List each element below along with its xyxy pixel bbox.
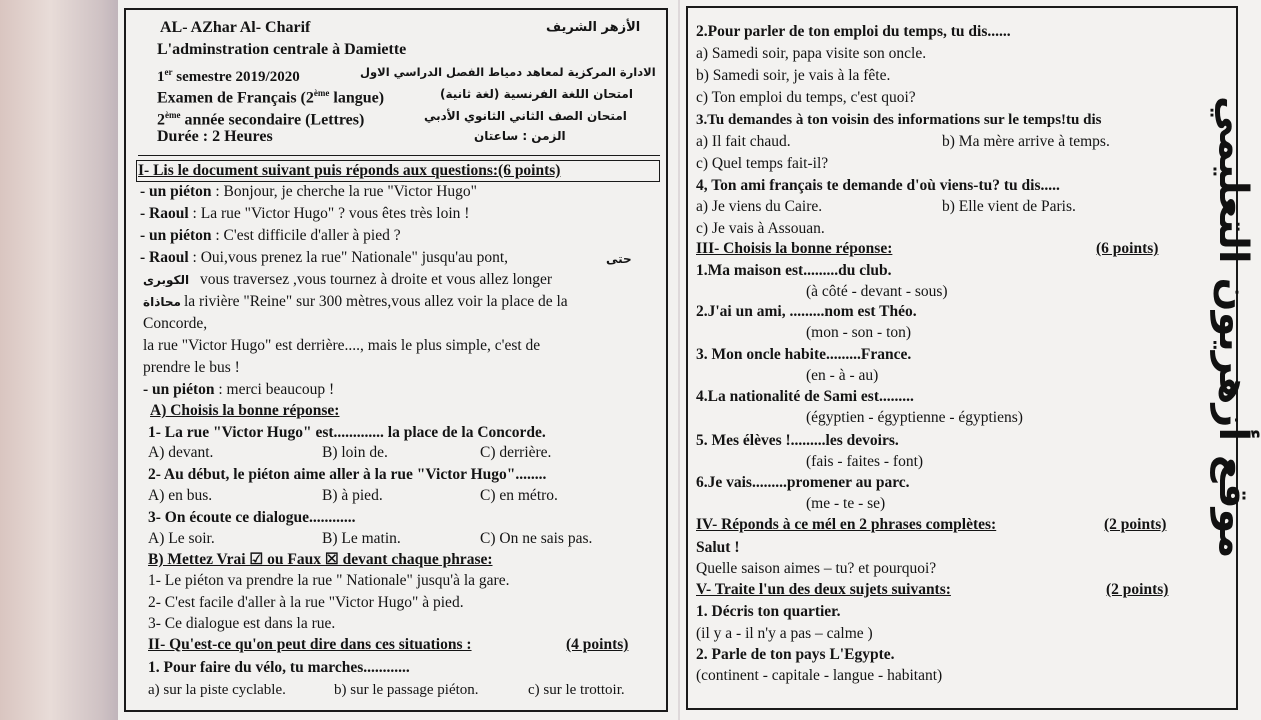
email-greeting: Salut ! <box>696 539 740 556</box>
s3-question-3: 3. Mon oncle habite.........France. <box>696 346 912 363</box>
duration-ar: الزمن : ساعتان <box>474 129 566 143</box>
q3-option-b: B) Le matin. <box>322 530 401 547</box>
s2-q1-option-a: a) sur la piste cyclable. <box>148 682 286 698</box>
s2-question-3: 3.Tu demandes à ton voisin des informations sur le temps!tu dis <box>696 112 1102 128</box>
dialogue-line-7: Concorde, <box>143 315 208 332</box>
s2-q3-option-a: a) Il fait chaud. <box>696 133 791 150</box>
s3-question-2: 2.J'ai un ami, .........nom est Théo. <box>696 303 917 320</box>
q2-option-a: A) en bus. <box>148 487 213 504</box>
subject-1-hint: (il y a - il n'y a pas – calme ) <box>696 625 873 642</box>
q2-option-c: C) en métro. <box>480 487 558 504</box>
section-3-points: (6 points) <box>1096 240 1159 257</box>
email-question: Quelle saison aimes – tu? et pourquoi? <box>696 560 937 577</box>
header-divider <box>138 155 660 156</box>
part-b-item-1: 1- Le piéton va prendre la rue " Nationale" jusqu'à la gare. <box>148 572 510 589</box>
q2-option-b: B) à pied. <box>322 487 383 504</box>
part-b-title: B) Mettez Vrai ☑ ou Faux ☒ devant chaque phrase: <box>148 551 493 568</box>
dialogue-line-1: - un piéton : Bonjour, je cherche la rue "Victor Hugo" <box>140 183 477 200</box>
gloss-3: محاذاة <box>143 295 181 309</box>
s3-q4-options: (égyptien - égyptienne - égyptiens) <box>806 409 1023 426</box>
dialogue-line-2: - Raoul : La rue "Victor Hugo" ? vous êtes très loin ! <box>140 205 470 222</box>
section-3-title: III- Choisis la bonne réponse: <box>696 240 893 257</box>
dialogue-line-6: la rivière "Reine" sur 300 mètres,vous allez voir la place de la <box>184 293 568 310</box>
s2-q3-option-b: b) Ma mère arrive à temps. <box>942 133 1110 150</box>
school-name-fr: AL- AZhar Al- Charif <box>160 19 311 36</box>
exam-title-ar: امتحان اللغة الفرنسية (لغة ثانية) <box>440 87 633 101</box>
section-1-title: I- Lis le document suivant puis réponds aux questions:(6 points) <box>138 162 561 179</box>
gloss-1: حتى <box>606 252 632 266</box>
s2-question-4: 4, Ton ami français te demande d'où viens-tu? tu dis..... <box>696 177 1060 194</box>
q1-option-c: C) derrière. <box>480 444 552 461</box>
watermark-text: موقع أزهريون التعليمي <box>1210 96 1256 559</box>
part-b-item-2: 2- C'est facile d'aller à la rue "Victor Hugo" à pied. <box>148 594 464 611</box>
s2-q1-option-b: b) sur le passage piéton. <box>334 682 479 698</box>
subject-1: 1. Décris ton quartier. <box>696 603 841 620</box>
s3-q1-options: (à côté - devant - sous) <box>806 283 948 300</box>
duration-fr: Durée : 2 Heures <box>157 128 273 145</box>
s2-q4-option-c: c) Je vais à Assouan. <box>696 220 825 237</box>
q1-option-a: A) devant. <box>148 444 214 461</box>
year-ar: امتحان الصف الثاني الثانوي الأدبي <box>424 109 627 123</box>
subject-2-hint: (continent - capitale - langue - habitant) <box>696 667 943 684</box>
administration-ar: الادارة المركزية لمعاهد دمياط الفصل الدراسي الاول <box>360 65 656 79</box>
question-1: 1- La rue "Victor Hugo" est............. la place de la Concorde. <box>148 424 546 441</box>
s2-q4-option-b: b) Elle vient de Paris. <box>942 198 1076 215</box>
exam-title-fr: Examen de Français (2ème langue) <box>157 88 385 107</box>
section-1-title-box <box>136 160 660 182</box>
administration-fr: L'adminstration centrale à Damiette <box>157 41 407 58</box>
dialogue-line-9: prendre le bus ! <box>143 359 240 376</box>
section-4-title: IV- Réponds à ce mél en 2 phrases complètes: <box>696 516 997 533</box>
s2-question-2: 2.Pour parler de ton emploi du temps, tu dis...... <box>696 23 1011 40</box>
school-name-ar: الأزهر الشريف <box>546 20 641 35</box>
dialogue-line-3: - un piéton : C'est difficile d'aller à pied ? <box>140 227 401 244</box>
section-4-points: (2 points) <box>1104 516 1167 533</box>
s3-q2-options: (mon - son - ton) <box>806 324 912 341</box>
gloss-2: الكوبرى <box>143 273 190 287</box>
s3-q3-options: (en - à - au) <box>806 367 879 384</box>
s2-q2-option-c: c) Ton emploi du temps, c'est quoi? <box>696 89 916 106</box>
q3-option-c: C) On ne sais pas. <box>480 530 593 547</box>
year-fr: 2ème année secondaire (Lettres) <box>157 110 365 129</box>
s3-question-4: 4.La nationalité de Sami est......... <box>696 388 914 405</box>
section-5-title: V- Traite l'un des deux sujets suivants: <box>696 581 951 598</box>
s3-q5-options: (fais - faites - font) <box>806 453 924 470</box>
s2-question-1: 1. Pour faire du vélo, tu marches............ <box>148 659 410 676</box>
question-3: 3- On écoute ce dialogue............ <box>148 509 356 526</box>
s3-question-5: 5. Mes élèves !.........les devoirs. <box>696 432 899 449</box>
q3-option-a: A) Le soir. <box>148 530 215 547</box>
s2-q2-option-a: a) Samedi soir, papa visite son oncle. <box>696 45 927 62</box>
subject-2: 2. Parle de ton pays L'Egypte. <box>696 646 895 663</box>
section-5-points: (2 points) <box>1106 581 1169 598</box>
question-2: 2- Au début, le piéton aime aller à la rue "Victor Hugo"........ <box>148 466 547 483</box>
part-b-item-3: 3- Ce dialogue est dans la rue. <box>148 615 336 632</box>
section-2-title: II- Qu'est-ce qu'on peut dire dans ces situations : <box>148 636 472 653</box>
dialogue-line-5: vous traversez ,vous tournez à droite et vous allez longer <box>200 271 553 288</box>
s2-q1-option-c: c) sur le trottoir. <box>528 682 625 698</box>
s2-q2-option-b: b) Samedi soir, je vais à la fête. <box>696 67 891 84</box>
s3-q6-options: (me - te - se) <box>806 495 886 512</box>
section-2-points: (4 points) <box>566 636 629 653</box>
q1-option-b: B) loin de. <box>322 444 388 461</box>
semester-fr: 1er semestre 2019/2020 <box>157 67 300 85</box>
s2-q4-option-a: a) Je viens du Caire. <box>696 198 823 215</box>
part-a-title: A) Choisis la bonne réponse: <box>150 402 340 419</box>
s2-q3-option-c: c) Quel temps fait-il? <box>696 155 829 172</box>
s3-question-1: 1.Ma maison est.........du club. <box>696 262 892 279</box>
s3-question-6: 6.Je vais.........promener au parc. <box>696 474 910 491</box>
dialogue-line-4: - Raoul : Oui,vous prenez la rue" Nationale" jusqu'au pont, <box>140 249 509 266</box>
dialogue-line-10: - un piéton : merci beaucoup ! <box>143 381 335 398</box>
dialogue-line-8: la rue "Victor Hugo" est derrière...., mais le plus simple, c'est de <box>143 337 541 354</box>
